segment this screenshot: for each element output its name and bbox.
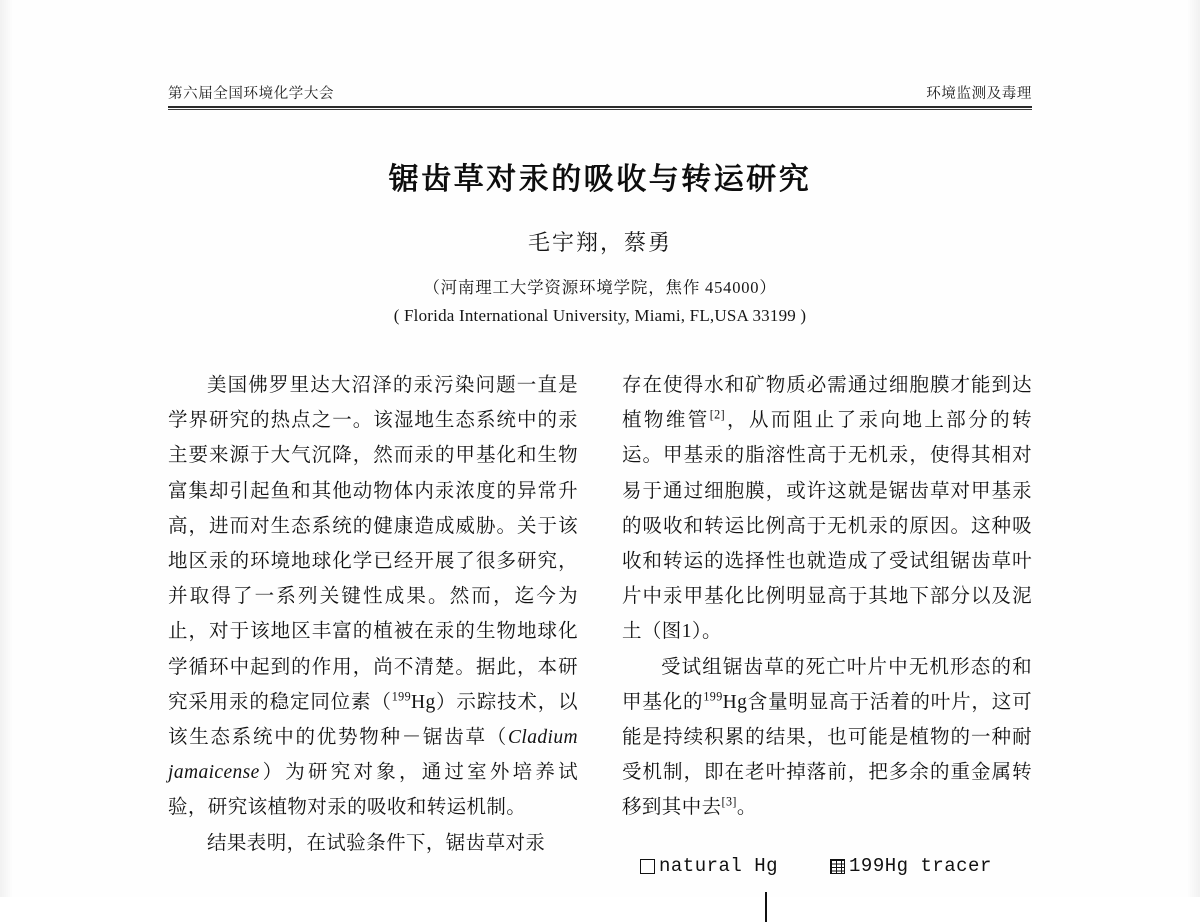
legend-label-199hg-tracer: 199Hg tracer [849, 855, 992, 877]
page-edge-left [0, 0, 14, 897]
figure-legend [622, 855, 1032, 877]
legend-entry-natural-hg [640, 855, 778, 877]
right-para1-part1: 存在使得水和矿物质必需通过细胞膜才能到达植物维管 [622, 375, 1032, 432]
citation-ref-2: [2] [709, 407, 726, 422]
legend-entry-199hg-tracer [830, 855, 992, 877]
open-square-icon [640, 859, 655, 874]
running-head-left: 第六届全国环境化学大会 [168, 86, 335, 102]
page-title: 锯齿草对汞的吸收与转运研究 [388, 163, 812, 196]
isotope-superscript-199-b: 199 [703, 689, 723, 704]
header-rule-thin [168, 109, 1032, 110]
body-columns [168, 368, 1032, 897]
author-list: 毛宇翔，蔡勇 [527, 230, 672, 255]
left-para1-part3: ）为研究对象，通过室外培养试验，研究该植物对汞的吸收和转运机制。 [168, 762, 578, 819]
isotope-superscript-199: 199 [391, 689, 412, 704]
right-para1-part2: ，从而阻止了汞向地上部分的转运。甲基汞的脂溶性高于无机汞，使得其相对易于通过细胞膜，或许这就是锯齿草对甲基汞的吸收和转运比例高于无机汞的原因。这种吸收和转运的选择性也就造成了受试组锯齿草叶片中汞甲基化比例明显高于其地下部分以及泥土（图1）。 [622, 410, 1032, 643]
hatched-square-icon [830, 859, 845, 874]
left-para1-part1: 美国佛罗里达大沼泽的汞污染问题一直是学界研究的热点之一。该湿地生态系统中的汞主要来源于大气沉降，然而汞的甲基化和生物富集却引起鱼和其他动物体内汞浓度的异常升高，进而对生态系统的健康造成威胁。关于该地区汞的环境地球化学已经开展了很多研究，并取得了一系列关键性成果。然而，迄今为止，对于该地区丰富的植被在汞的生物地球化学循环中起到的作用，尚不清楚。据此，本研究采用汞的稳定同位素（ [168, 375, 578, 713]
right-column [622, 368, 1032, 897]
species-name: Cladium jamaicense [168, 727, 578, 784]
right-paragraph-2 [622, 650, 1032, 826]
affiliation-chinese: （河南理工大学资源环境学院，焦作 454000） [423, 278, 777, 297]
citation-ref-3: [3] [721, 794, 737, 809]
running-head-right: 环境监测及毒理 [926, 86, 1032, 102]
page-edge-right [1186, 0, 1200, 897]
header-rule [168, 106, 1032, 110]
left-paragraph-1 [168, 368, 578, 826]
left-column [168, 368, 578, 897]
affiliation-english: ( Florida International University, Miami, FL,USA 33199 ) [393, 306, 807, 325]
legend-label-natural-hg: natural Hg [659, 855, 779, 877]
right-para2-part3: 。 [736, 797, 757, 819]
right-para2-part1: 受试组锯齿草的死亡叶片中无机形态的和甲基化的 [622, 656, 1032, 713]
running-head [168, 82, 1032, 103]
left-para1-part2: Hg）示踪技术，以该生态系统中的优势物种－锯齿草（ [168, 691, 578, 749]
left-paragraph-2: 结果表明，在试验条件下，锯齿草对汞 [207, 832, 546, 854]
right-para2-part2: Hg含量明显高于活着的叶片，这可能是持续积累的结果，也可能是植物的一种耐受机制，即在老叶掉落前，把多余的重金属转移到其中去 [622, 691, 1032, 819]
right-paragraph-1 [622, 368, 1032, 650]
header-rule-thick [168, 106, 1032, 108]
